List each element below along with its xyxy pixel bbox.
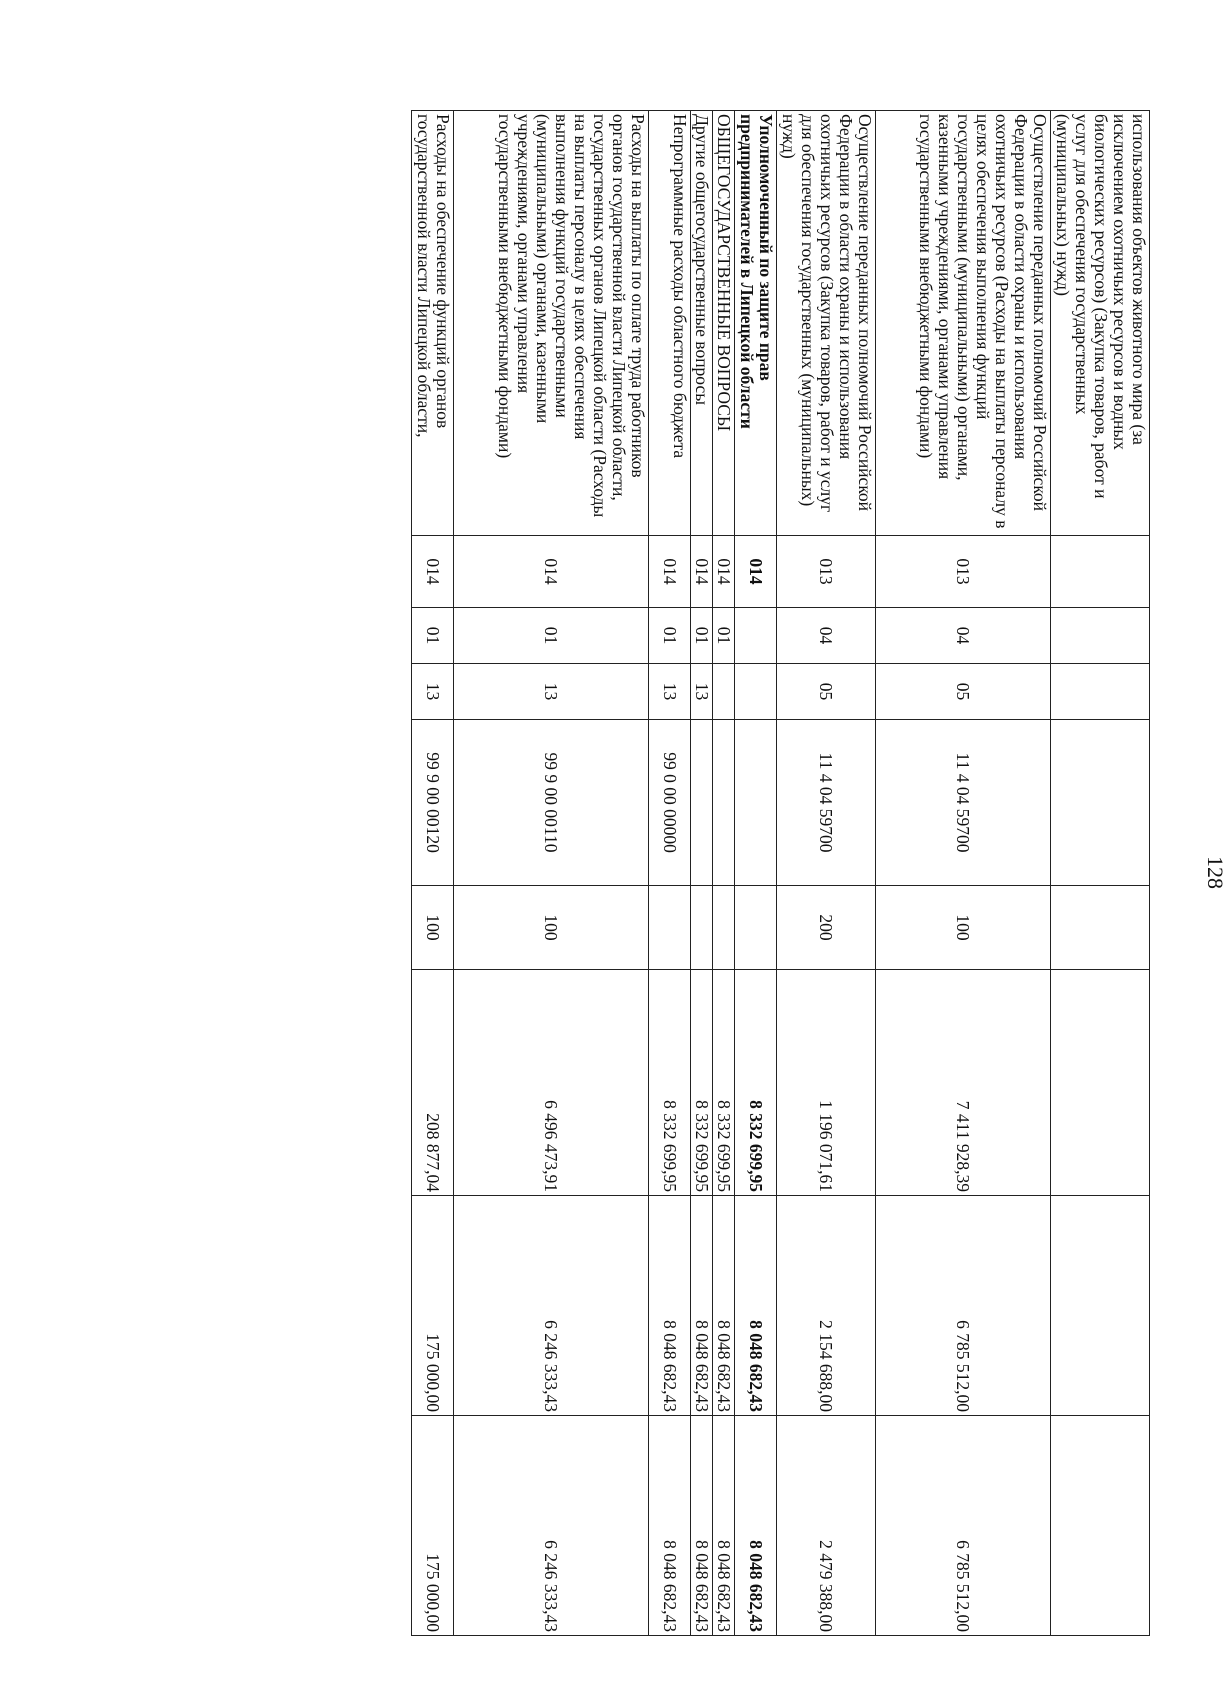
admin-code-cell: 014 <box>691 536 713 608</box>
expense-type-cell <box>1051 886 1150 970</box>
amount-year1-cell: 8 332 699,95 <box>735 970 777 1196</box>
amount-year3-cell: 6 246 333,43 <box>454 1416 649 1636</box>
expense-type-cell <box>691 886 713 970</box>
amount-year3-cell <box>1051 1416 1150 1636</box>
section-code-cell <box>1051 608 1150 664</box>
target-article-cell: 99 9 00 00110 <box>454 720 649 886</box>
section-code-cell: 04 <box>876 608 1051 664</box>
target-article-cell <box>735 720 777 886</box>
admin-code-cell: 013 <box>876 536 1051 608</box>
rotated-page <box>110 110 1228 1635</box>
expense-name-cell: Другие общегосударственные вопросы <box>691 111 713 536</box>
admin-code-cell: 014 <box>735 536 777 608</box>
amount-year3-cell: 8 048 682,43 <box>691 1416 713 1636</box>
expense-name-cell: Непрограммные расходы областного бюджета <box>649 111 691 536</box>
section-code-cell <box>735 608 777 664</box>
expense-name-cell: ОБЩЕГОСУДАРСТВЕННЫЕ ВОПРОСЫ <box>713 111 735 536</box>
target-article-cell: 11 4 04 59700 <box>777 720 876 886</box>
amount-year3-cell: 6 785 512,00 <box>876 1416 1051 1636</box>
subsection-code-cell: 13 <box>412 664 454 720</box>
target-article-cell: 99 0 00 00000 <box>649 720 691 886</box>
expense-type-cell <box>735 886 777 970</box>
amount-year2-cell: 6 785 512,00 <box>876 1196 1051 1416</box>
amount-year1-cell: 8 332 699,95 <box>713 970 735 1196</box>
table-row <box>412 111 454 1636</box>
amount-year3-cell: 2 479 388,00 <box>777 1416 876 1636</box>
amount-year2-cell: 8 048 682,43 <box>713 1196 735 1416</box>
section-code-cell: 01 <box>691 608 713 664</box>
table-row <box>713 111 735 1636</box>
amount-year3-cell: 8 048 682,43 <box>713 1416 735 1636</box>
table-row <box>876 111 1051 1636</box>
amount-year1-cell <box>1051 970 1150 1196</box>
amount-year1-cell: 6 496 473,91 <box>454 970 649 1196</box>
expense-type-cell <box>649 886 691 970</box>
expense-type-cell: 200 <box>777 886 876 970</box>
subsection-code-cell: 05 <box>876 664 1051 720</box>
budget-table <box>411 110 1150 1636</box>
target-article-cell: 11 4 04 59700 <box>876 720 1051 886</box>
amount-year2-cell: 8 048 682,43 <box>649 1196 691 1416</box>
expense-name-cell: Уполномоченный по защите прав предпринимателей в Липецкой области <box>735 111 777 536</box>
expense-name-cell: Расходы на обеспечение функций органов государственной власти Липецкой области, <box>412 111 454 536</box>
expense-name-cell: использования объектов животного мира (за исключением охотничьих ресурсов и водных биологических ресурсов) (Закупка товаров, работ и услуг для обеспечения государственных (муниципальных) нужд) <box>1051 111 1150 536</box>
expense-name-cell: Осуществление переданных полномочий Российской Федерации в области охраны и использования охотничьих ресурсов (Закупка товаров, работ и услуг для обеспечения государственных (муниципальных) нужд) <box>777 111 876 536</box>
subsection-code-cell: 05 <box>777 664 876 720</box>
table-row <box>1051 111 1150 1636</box>
amount-year1-cell: 8 332 699,95 <box>649 970 691 1196</box>
table-row <box>777 111 876 1636</box>
target-article-cell: 99 9 00 00120 <box>412 720 454 886</box>
amount-year2-cell: 8 048 682,43 <box>735 1196 777 1416</box>
table-row <box>649 111 691 1636</box>
amount-year1-cell: 7 411 928,39 <box>876 970 1051 1196</box>
section-code-cell: 04 <box>777 608 876 664</box>
amount-year2-cell <box>1051 1196 1150 1416</box>
subsection-code-cell: 13 <box>454 664 649 720</box>
admin-code-cell: 014 <box>649 536 691 608</box>
subsection-code-cell: 13 <box>691 664 713 720</box>
target-article-cell <box>691 720 713 886</box>
subsection-code-cell <box>735 664 777 720</box>
subsection-code-cell <box>1051 664 1150 720</box>
admin-code-cell <box>1051 536 1150 608</box>
table-row <box>691 111 713 1636</box>
admin-code-cell: 014 <box>713 536 735 608</box>
expense-name-cell: Осуществление переданных полномочий Российской Федерации в области охраны и использования охотничьих ресурсов (Расходы на выплаты персоналу в целях обеспечения выполнения функций государственными (муниципальными) органами, казенными учреждениями, органами управления государственными внебюджетными фондами) <box>876 111 1051 536</box>
amount-year3-cell: 175 000,00 <box>412 1416 454 1636</box>
expense-type-cell: 100 <box>454 886 649 970</box>
subsection-code-cell: 13 <box>649 664 691 720</box>
expense-name-cell: Расходы на выплаты по оплате труда работников органов государственной власти Липецкой области, государственных органов Липецкой области (Расходы на выплаты персоналу в целях обеспечения выполнения функций государственными (муниципальными) органами, казенными учреждениями, органами управления государственными внебюджетными фондами) <box>454 111 649 536</box>
section-code-cell: 01 <box>713 608 735 664</box>
amount-year2-cell: 2 154 688,00 <box>777 1196 876 1416</box>
page-number: 128 <box>1203 856 1228 889</box>
amount-year2-cell: 8 048 682,43 <box>691 1196 713 1416</box>
amount-year1-cell: 1 196 071,61 <box>777 970 876 1196</box>
amount-year3-cell: 8 048 682,43 <box>735 1416 777 1636</box>
table-row <box>735 111 777 1636</box>
amount-year2-cell: 175 000,00 <box>412 1196 454 1416</box>
target-article-cell <box>1051 720 1150 886</box>
expense-type-cell: 100 <box>412 886 454 970</box>
section-code-cell: 01 <box>454 608 649 664</box>
amount-year2-cell: 6 246 333,43 <box>454 1196 649 1416</box>
amount-year1-cell: 208 877,04 <box>412 970 454 1196</box>
section-code-cell: 01 <box>412 608 454 664</box>
admin-code-cell: 014 <box>412 536 454 608</box>
amount-year3-cell: 8 048 682,43 <box>649 1416 691 1636</box>
admin-code-cell: 013 <box>777 536 876 608</box>
admin-code-cell: 014 <box>454 536 649 608</box>
table-row <box>454 111 649 1636</box>
subsection-code-cell <box>713 664 735 720</box>
expense-type-cell: 100 <box>876 886 1051 970</box>
section-code-cell: 01 <box>649 608 691 664</box>
target-article-cell <box>713 720 735 886</box>
expense-type-cell <box>713 886 735 970</box>
amount-year1-cell: 8 332 699,95 <box>691 970 713 1196</box>
